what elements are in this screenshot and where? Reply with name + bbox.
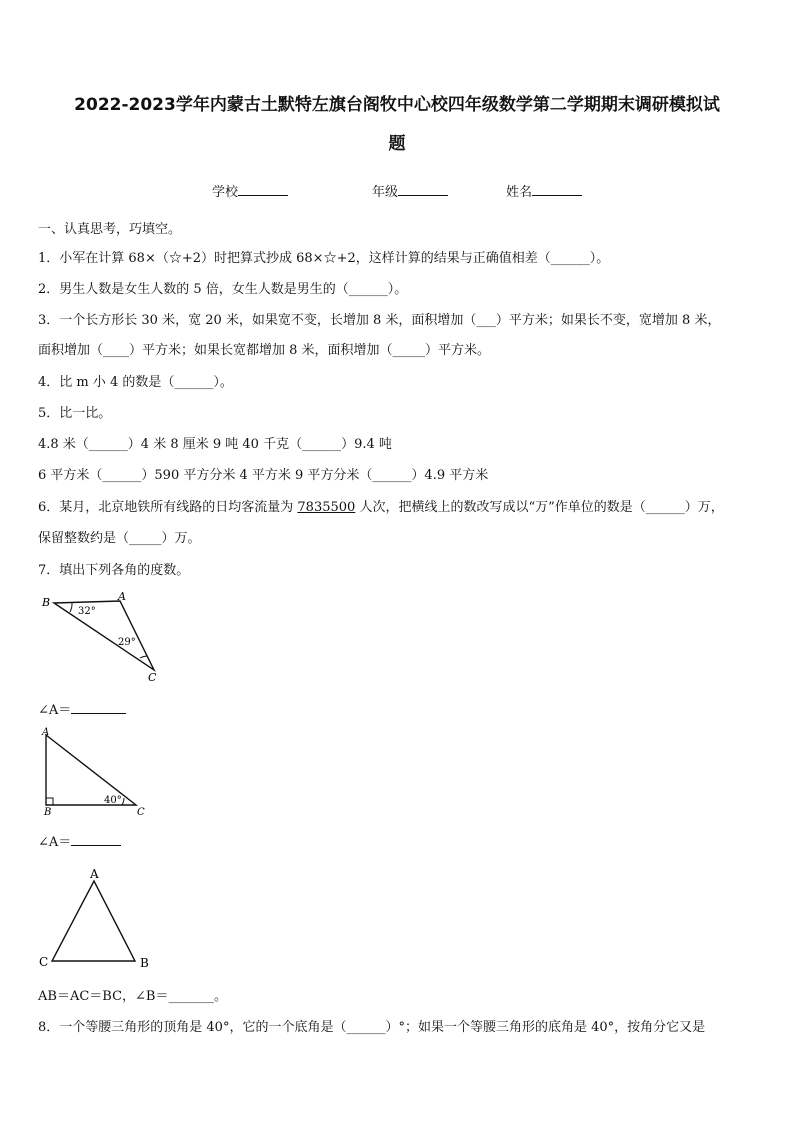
- answer-1: [38, 701, 126, 719]
- angle-c-arc-2: [122, 798, 124, 805]
- triangle-1-shape: [54, 601, 154, 670]
- triangle-2-shape: [46, 735, 136, 805]
- school-label: 学校: [212, 185, 239, 200]
- vertex-a-label: A: [118, 590, 126, 603]
- question-4: 4．比 m 小 4 的数是（______）。: [38, 375, 233, 390]
- question-6-line1: [38, 500, 724, 516]
- angle-b-arc: [70, 603, 72, 612]
- question-6-after: 人次，把横线上的数改写成以“万”作单位的数是（______）万，: [355, 500, 724, 515]
- name-blank[interactable]: [532, 183, 582, 196]
- school-blank[interactable]: [238, 183, 288, 196]
- triangle-figure-1: [38, 590, 173, 682]
- section-heading: 一、认真思考，巧填空。: [38, 222, 182, 237]
- name-label: 姓名: [506, 185, 533, 200]
- question-6-line2: 保留整数约是（_____）万。: [38, 531, 201, 546]
- school-field: [212, 181, 288, 200]
- triangle-figure-3: [36, 865, 161, 973]
- answer-2-blank[interactable]: [71, 833, 121, 846]
- angle-c-value-2: 40°: [104, 795, 122, 806]
- question-3-line1: 3．一个长方形长 30 米，宽 20 米，如果宽不变，长增加 8 米，面积增加（___）平方米；如果长不变，宽增加 8 米，: [38, 313, 721, 328]
- answer-3: AB＝AC＝BC，∠B＝_______。: [38, 989, 227, 1004]
- vertex-b-label-3: B: [140, 956, 149, 970]
- angle-c-value: 29°: [118, 637, 136, 648]
- grade-field: [372, 181, 448, 200]
- vertex-a-label-2: A: [42, 727, 50, 738]
- vertex-c-label-2: C: [137, 807, 145, 818]
- vertex-c-label-3: C: [39, 955, 49, 969]
- question-5-row2: 6 平方米（______）590 平方分米 4 平方米 9 平方分米（______）4.9 平方米: [38, 468, 489, 483]
- vertex-a-label-3: A: [90, 867, 99, 881]
- question-6-number: 7835500: [297, 500, 356, 515]
- angle-b-value: 32°: [78, 606, 96, 617]
- question-5-row1: 4.8 米（______）4 米 8 厘米 9 吨 40 千克（______）9.4 吨: [38, 437, 392, 452]
- answer-1-label: ∠A＝: [38, 703, 72, 718]
- answer-2: [38, 833, 121, 851]
- question-8: 8．一个等腰三角形的顶角是 40°，它的一个底角是（______）°；如果一个等腰三角形的底角是 40°，按角分它又是: [38, 1020, 706, 1035]
- triangle-3-shape: [52, 881, 135, 961]
- question-1: 1．小军在计算 68×（☆+2）时把算式抄成 68×☆+2，这样计算的结果与正确值相差（______）。: [38, 251, 610, 266]
- right-angle-mark: [46, 798, 53, 805]
- question-7: 7．填出下列各角的度数。: [38, 563, 190, 578]
- exam-title-line2: 题: [388, 134, 406, 154]
- answer-1-blank[interactable]: [71, 701, 126, 714]
- exam-title-line1: 2022-2023学年内蒙古土默特左旗台阁牧中心校四年级数学第二学期期末调研模拟试: [74, 95, 720, 115]
- triangle-figure-2: [36, 725, 156, 820]
- answer-2-label: ∠A＝: [38, 835, 72, 850]
- question-3-line2: 面积增加（____）平方米；如果长宽都增加 8 米，面积增加（_____）平方米。: [38, 343, 491, 358]
- vertex-c-label: C: [148, 671, 157, 682]
- grade-blank[interactable]: [398, 183, 448, 196]
- name-field: [506, 181, 582, 200]
- question-6-before: 6．某月，北京地铁所有线路的日均客流量为: [38, 500, 298, 515]
- angle-c-arc: [140, 656, 147, 658]
- question-5: 5．比一比。: [38, 406, 112, 421]
- question-2: 2．男生人数是女生人数的 5 倍，女生人数是男生的（______）。: [38, 282, 408, 297]
- vertex-b-label: B: [42, 596, 51, 609]
- grade-label: 年级: [372, 185, 399, 200]
- vertex-b-label-2: B: [44, 807, 52, 818]
